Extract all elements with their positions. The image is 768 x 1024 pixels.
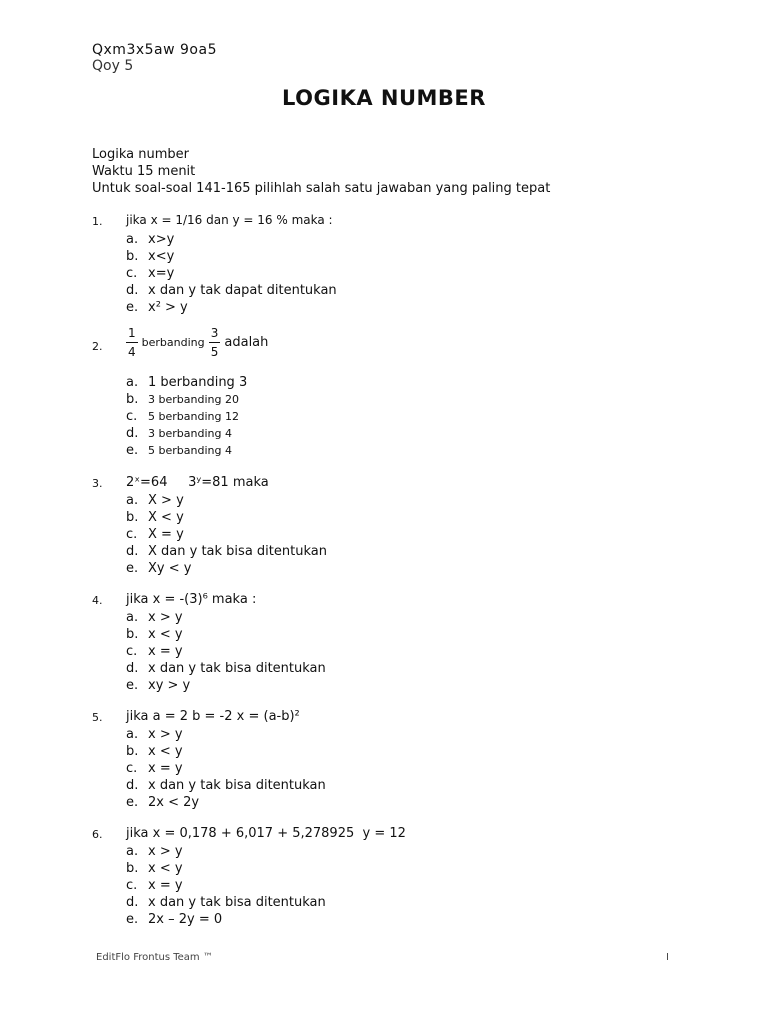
option-d: d. x dan y tak dapat ditentukan [126,283,337,298]
footer-text: EditFlo Frontus Team ™ [96,952,213,963]
option-b: b. 3 berbanding 20 [126,392,239,407]
option-a: a. x>y [126,232,175,247]
option-d: d. X dan y tak bisa ditentukan [126,544,327,559]
option-c: c. x = y [126,761,183,776]
intro-block [92,146,550,197]
option-list [126,231,337,316]
option-e: e. x² > y [126,300,188,315]
option-c: c. x=y [126,266,175,281]
option-a: a. X > y [126,493,184,508]
intro-line: Waktu 15 menit [92,164,196,179]
option-b: b. x<y [126,249,175,264]
fraction-1-4: $\frac{1}{4}$ [128,326,136,359]
option-c: c. 5 berbanding 12 [126,409,239,424]
question-number: 6. [92,828,103,841]
option-list [126,492,327,577]
question-text: jika a = 2 b = -2 x = (a-b)² [126,709,300,724]
question-number: 3. [92,477,103,490]
option-e: e. 2x < 2y [126,795,200,810]
page-title: LOGIKA NUMBER [282,86,486,110]
option-b: b. x < y [126,627,183,642]
question-number: 4. [92,594,103,607]
option-e: e. 5 berbanding 4 [126,443,232,458]
option-a: a. x > y [126,610,183,625]
option-list [126,726,326,811]
option-d: d. 3 berbanding 4 [126,426,232,441]
option-c: c. X = y [126,527,184,542]
option-e: e. xy > y [126,678,191,693]
question-text: jika x = 1/16 dan y = 16 % maka : [126,213,333,227]
footer-page-number: I [666,952,669,963]
option-d: d. x dan y tak bisa ditentukan [126,778,326,793]
option-b: b. x < y [126,744,183,759]
option-a: a. 1 berbanding 3 [126,375,248,390]
question-text: $\frac{1}{4}$ berbanding $\frac{3}{5}$ adalah [128,326,269,359]
question-number: 2. [92,340,103,353]
option-a: a. x > y [126,727,183,742]
intro-line: Untuk soal-soal 141-165 pilihlah salah satu jawaban yang paling tepat [92,181,551,196]
option-c: c. x = y [126,878,183,893]
fraction-3-5: $\frac{3}{5}$ [210,326,219,359]
option-a: a. x > y [126,844,183,859]
option-e: e. 2x – 2y = 0 [126,912,223,927]
question-text: 2ˣ=64 3ʸ=81 maka [126,475,269,490]
garbled-header-cut: Qoy 5 [92,58,134,74]
option-list [126,609,326,694]
question-text: jika x = 0,178 + 6,017 + 5,278925 y = 12 [126,826,406,841]
option-b: b. x < y [126,861,183,876]
garbled-header: Qxm3x5aw 9oa5 [92,42,217,58]
intro-line: Logika number [92,147,189,162]
option-b: b. X < y [126,510,184,525]
question-number: 5. [92,711,103,724]
question-number: 1. [92,215,103,228]
option-e: e. Xy < y [126,561,192,576]
question-text: jika x = -(3)⁶ maka : [126,592,257,607]
option-c: c. x = y [126,644,183,659]
option-d: d. x dan y tak bisa ditentukan [126,895,326,910]
option-list [126,374,247,459]
option-d: d. x dan y tak bisa ditentukan [126,661,326,676]
option-list [126,843,326,928]
